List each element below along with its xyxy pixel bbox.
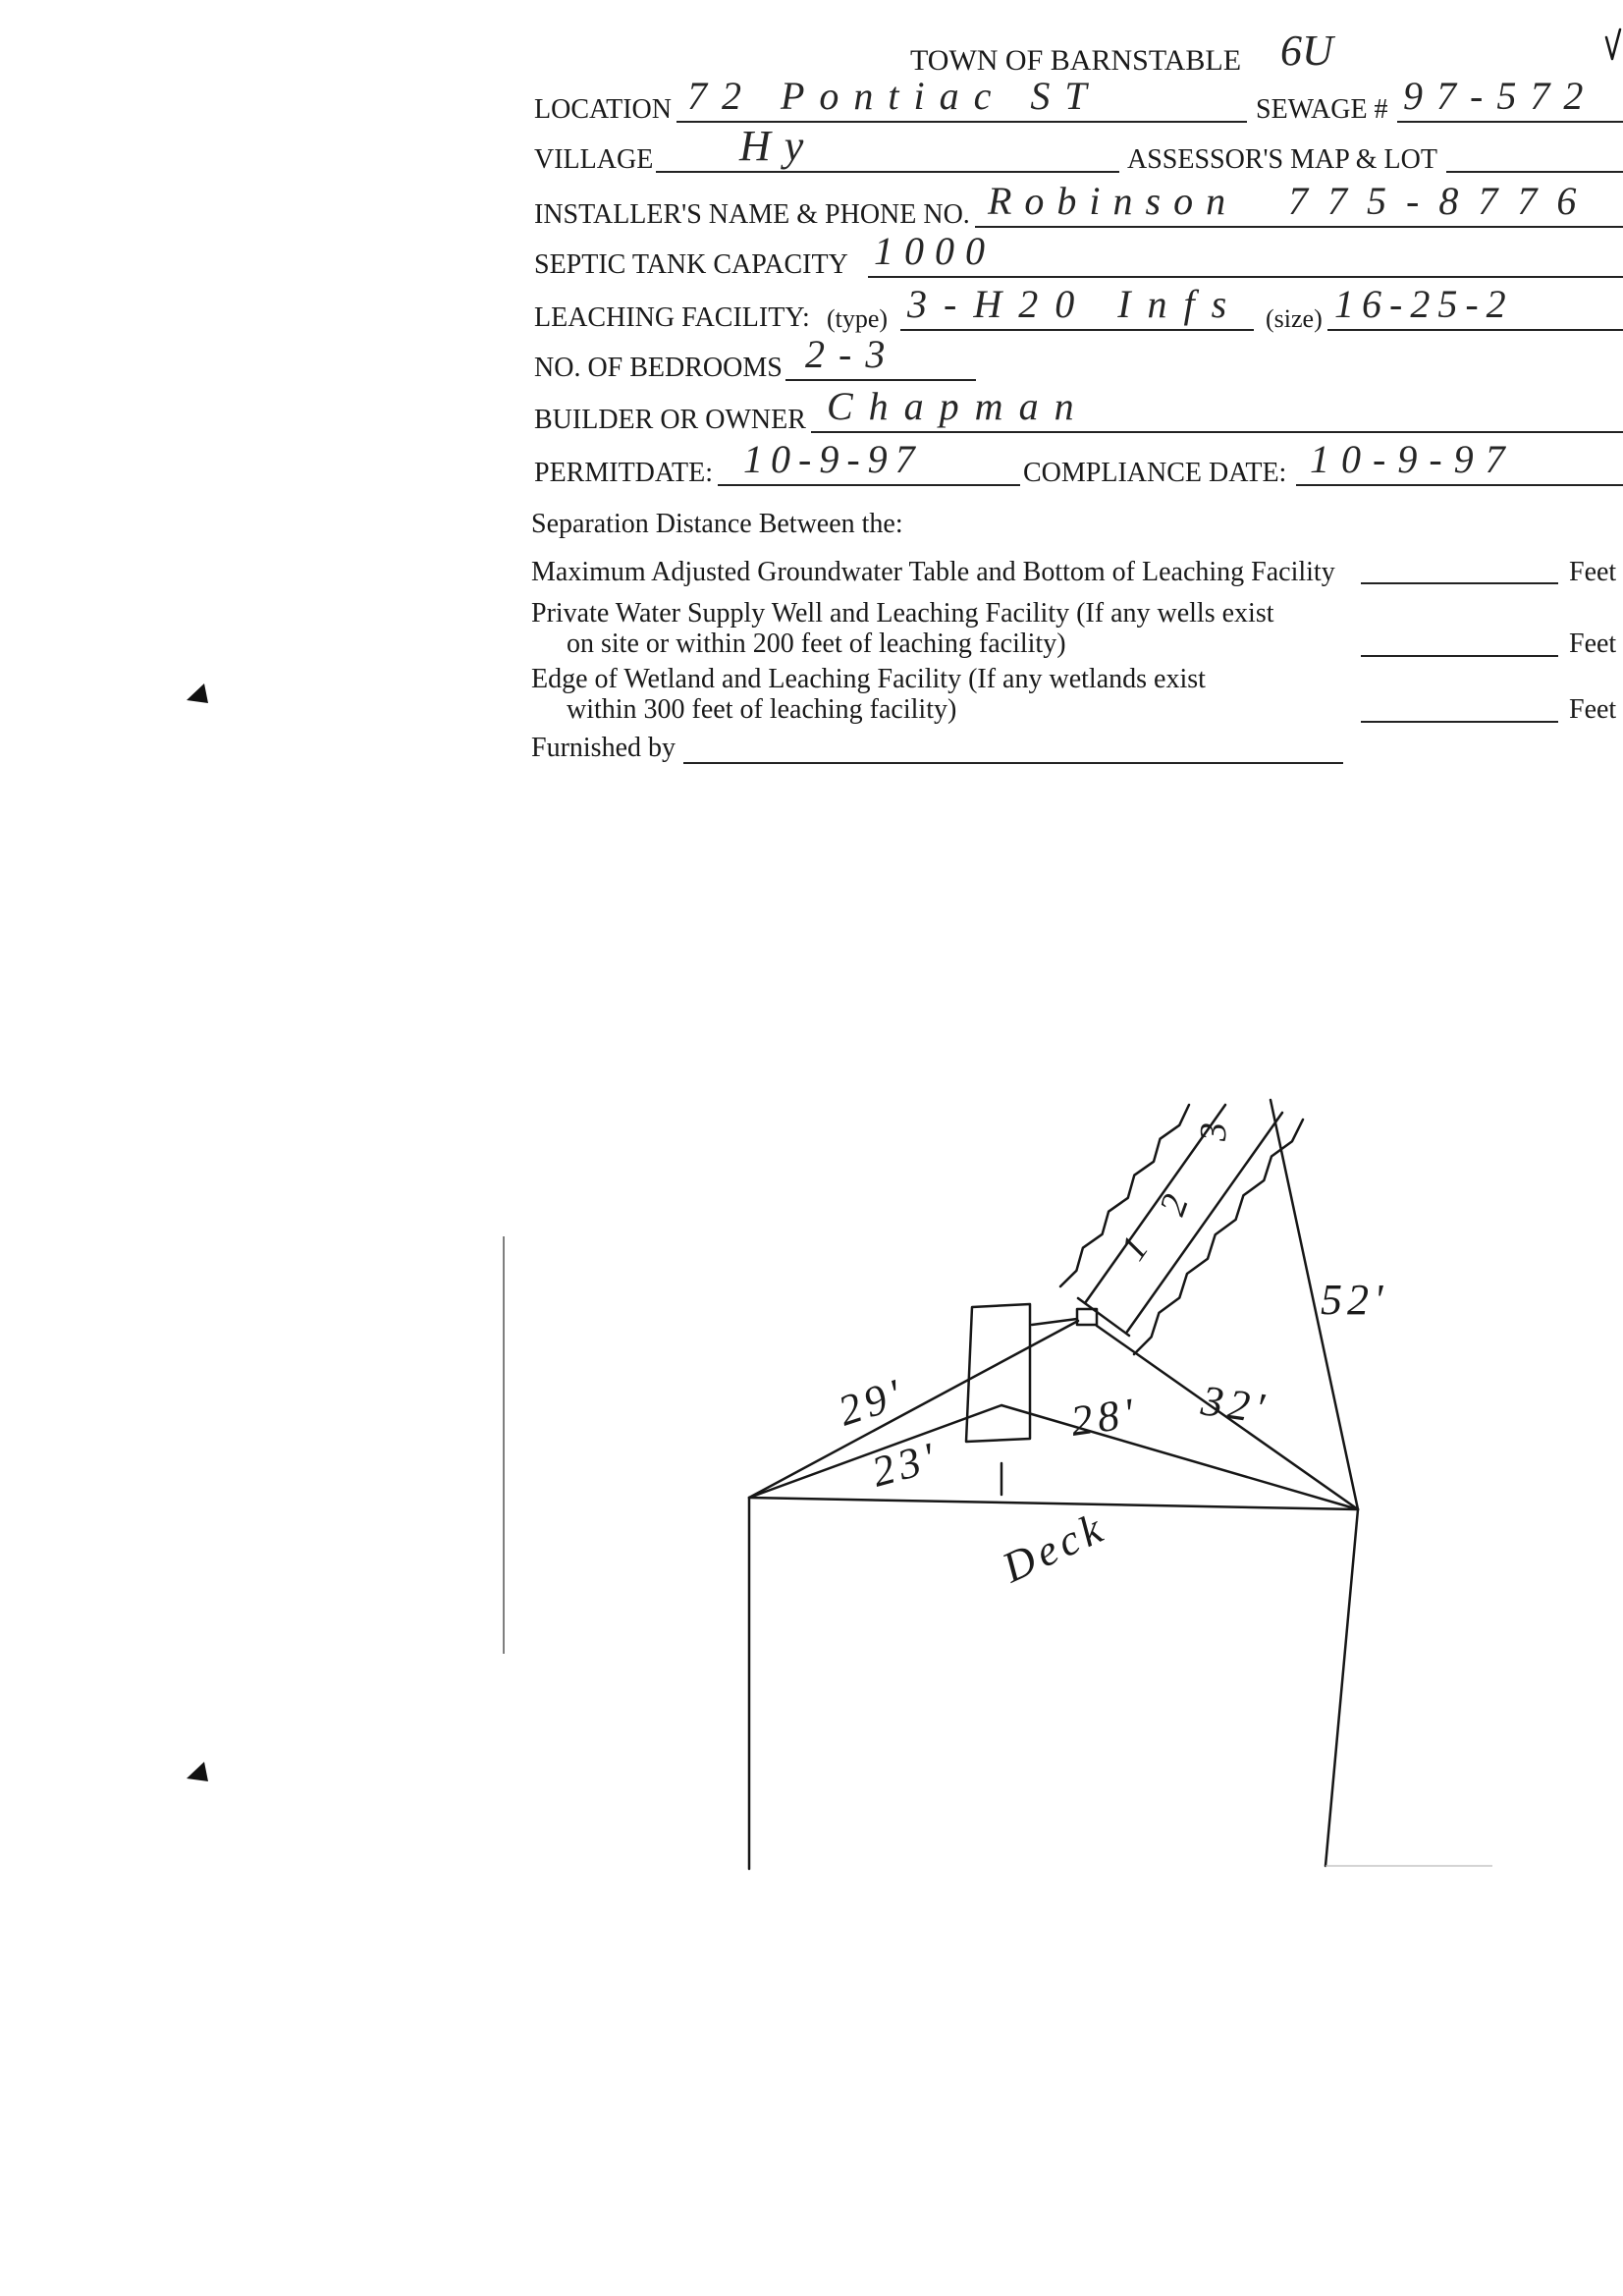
- dimension-label-32: 32': [1198, 1376, 1272, 1434]
- separation-row-groundwater: Maximum Adjusted Groundwater Table and Bottom of Leaching Facility: [531, 557, 1335, 587]
- compliance-date-label: COMPLIANCE DATE:: [1023, 458, 1287, 488]
- furnished-by-label: Furnished by: [531, 733, 676, 763]
- binder-hole-mark-lower: [187, 1762, 208, 1781]
- assessor-label: ASSESSOR'S MAP & LOT: [1127, 144, 1437, 175]
- separation-row-well-cont: on site or within 200 feet of leaching facility): [567, 629, 1066, 659]
- septic-tank-label: SEPTIC TANK CAPACITY: [534, 249, 848, 280]
- location-value: 72 Pontiac ST: [687, 74, 1102, 118]
- builder-value: Chapman: [827, 384, 1090, 428]
- septic-tank-value: 1000: [874, 229, 996, 273]
- septic-tank: [966, 1304, 1030, 1442]
- installer-phone-value: 775-8776: [1288, 179, 1596, 223]
- leaching-type-label: (type): [827, 304, 889, 333]
- compliance-date-value: 10-9-97: [1310, 437, 1517, 481]
- trench-edge-right: [1134, 1120, 1303, 1354]
- well-unit: Feet: [1569, 629, 1617, 659]
- binder-hole-mark-upper: [187, 683, 208, 703]
- village-label: VILLAGE: [534, 144, 654, 175]
- dimension-label-28: 28': [1067, 1388, 1142, 1446]
- house-right-wall: [1325, 1509, 1358, 1866]
- leaching-size-label: (size): [1266, 304, 1323, 333]
- installer-label: INSTALLER'S NAME & PHONE NO.: [534, 199, 970, 230]
- dimension-label-23: 23': [866, 1432, 945, 1497]
- house-front-line: [749, 1498, 1358, 1509]
- house-deck-label: Deck: [995, 1503, 1114, 1593]
- location-label: LOCATION: [534, 94, 672, 125]
- separation-heading: Separation Distance Between the:: [531, 509, 903, 539]
- distribution-box: [1077, 1309, 1097, 1325]
- installer-name-value: Robinson: [988, 179, 1239, 223]
- leaching-label: LEACHING FACILITY:: [534, 302, 810, 333]
- dimension-label-52: 52': [1321, 1276, 1388, 1324]
- sewage-label: SEWAGE #: [1256, 94, 1388, 125]
- separation-row-well: Private Water Supply Well and Leaching Facility (If any wells exist: [531, 598, 1274, 629]
- bedrooms-label: NO. OF BEDROOMS: [534, 353, 783, 383]
- trench-number-3: 3: [1193, 1118, 1234, 1141]
- trench-line-inner-2: [1127, 1113, 1282, 1332]
- separation-row-wetland-cont: within 300 feet of leaching facility): [567, 694, 957, 725]
- wetland-unit: Feet: [1569, 694, 1617, 725]
- permit-date-label: PERMITDATE:: [534, 458, 713, 488]
- permit-date-value: 10-9-97: [743, 437, 923, 481]
- leaching-size-value: 16-25-2: [1334, 282, 1514, 326]
- groundwater-unit: Feet: [1569, 557, 1617, 587]
- builder-label: BUILDER OR OWNER: [534, 405, 806, 435]
- trench-number-1: 1: [1111, 1225, 1161, 1269]
- dimension-label-29: 29': [832, 1368, 912, 1436]
- form-title: TOWN OF BARNSTABLE: [910, 44, 1242, 77]
- village-value: Hy: [739, 122, 818, 170]
- trench-number-2: 2: [1151, 1184, 1199, 1222]
- margin-note: 6U: [1280, 27, 1333, 75]
- top-right-check-mark: [1606, 29, 1620, 59]
- separation-row-wetland: Edge of Wetland and Leaching Facility (If any wetlands exist: [531, 664, 1206, 694]
- leaching-type-value: 3-H20 Infs: [907, 282, 1244, 326]
- sewage-value: 97-572: [1403, 74, 1597, 118]
- bedrooms-value: 2-3: [805, 332, 899, 376]
- measure-line-28: [1001, 1405, 1358, 1509]
